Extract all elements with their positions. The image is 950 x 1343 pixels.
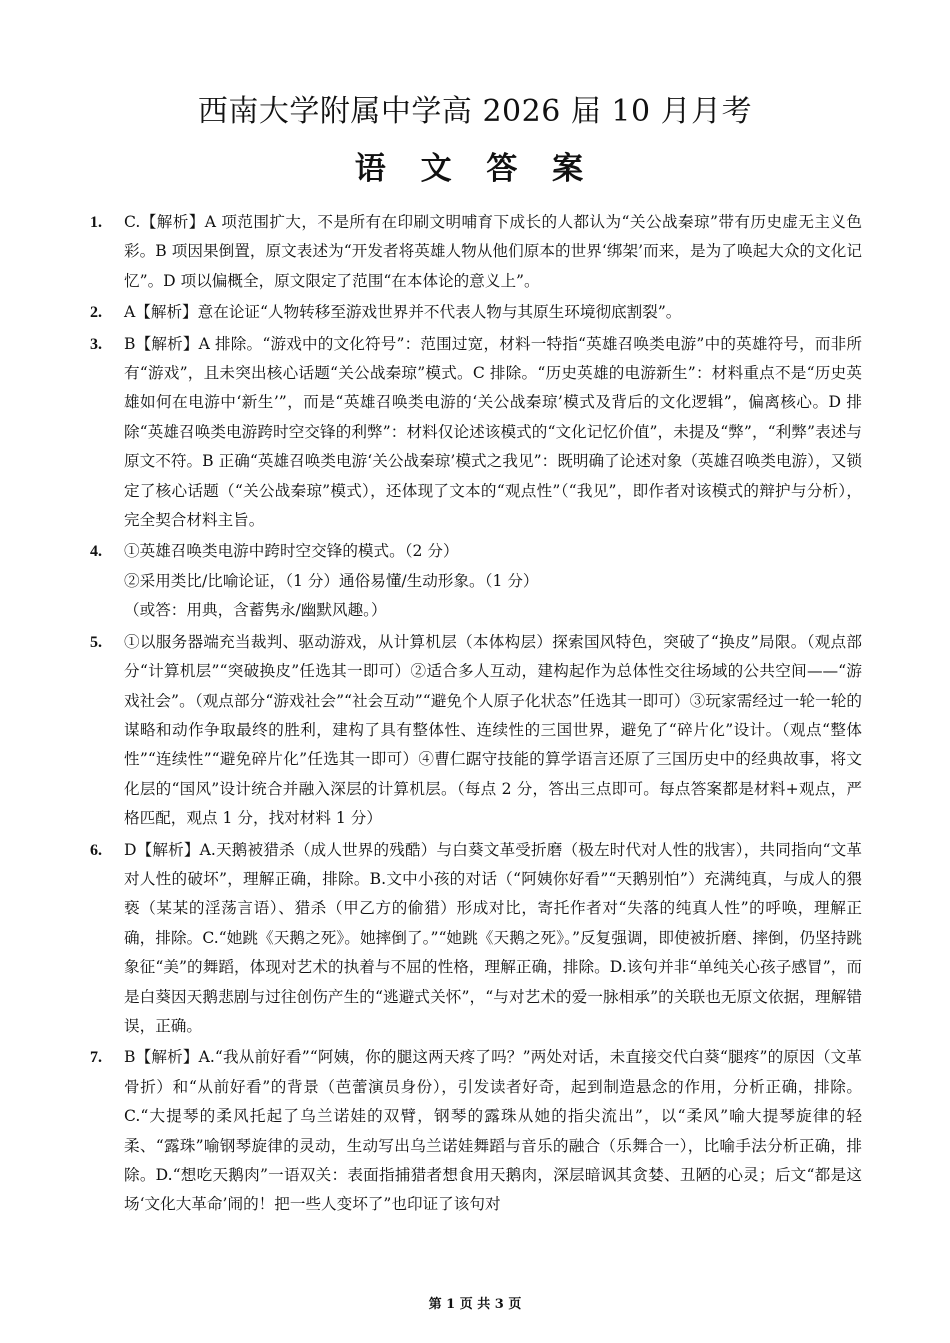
answer-number: 2.: [90, 304, 102, 322]
answer-item: [90, 628, 862, 834]
answer-number: 3.: [90, 335, 102, 353]
answer-text: （或答：用典，含蓄隽永/幽默风趣。）: [124, 601, 387, 620]
answer-text: D【解析】A.天鹅被猎杀（成人世界的残酷）与白葵文革受折磨（极左时代对人性的戕害），共同指向“文革对人性的破坏”，理解正确，排除。B.文中小孩的对话（“阿姨你好看”“天鹅别怕”）充满纯真，与成人的猥亵（某某的淫荡言语）、猎杀（甲乙方的偷猎）形成对比，寄托作者对“失落的纯真人性”的呼唤，理解正确，排除。C.“她跳《天鹅之死》。她摔倒了。”“她跳《天鹅之死》。”反复强调，即使被折磨、摔倒，仍坚持跳象征“美”的舞蹈，体现对艺术的执着与不屈的性格，理解正确，排除。D.该句并非“单纯关心孩子感冒”，而是白葵因天鹅悲剧与过往创伤产生的“逃避式关怀”，“与对艺术的爱一脉相承”的关联也无原文依据，理解错误，正确。: [124, 840, 862, 1035]
page-footer: 第 1 页 共 3 页: [428, 1297, 522, 1312]
answer-item: [90, 208, 862, 296]
answer-number: 6.: [90, 841, 102, 859]
answer-item: [90, 330, 862, 536]
answer-item: [90, 298, 862, 327]
answer-text: C.【解析】A 项范围扩大，不是所有在印刷文明哺育下成长的人都认为“关公战秦琼”带有历史虚无主义色彩。B 项因果倒置，原文表述为“开发者将英雄人物从他们原本的世界‘绑架’而来，是为了唤起大众的文化记忆”。D 项以偏概全，原文限定了范围“在本体论的意义上”。: [124, 213, 862, 290]
answer-number: 5.: [90, 633, 102, 651]
answer-text: ②采用类比/比喻论证，（1 分）通俗易懂/生动形象。（1 分）: [124, 571, 539, 590]
page-title: 西南大学附属中学高 2026 届 10 月月考: [197, 94, 753, 129]
answer-text: ①英雄召唤类电游中跨时空交锋的模式。（2 分）: [124, 542, 459, 561]
answer-item: [90, 1043, 862, 1219]
answer-text: A【解析】意在论证“人物转移至游戏世界并不代表人物与其原生环境彻底割裂”。: [124, 303, 682, 322]
answer-number: 4.: [90, 543, 102, 561]
answer-number: 1.: [90, 214, 102, 231]
answer-text: B【解析】A 排除。“游戏中的文化符号”：范围过宽，材料一特指“英雄召唤类电游”中的英雄符号，而非所有“游戏”，且未突出核心话题“关公战秦琼”模式。C 排除。“历史英雄的电游新生”：材料重点不是“历史英雄如何在电游中‘新生’”，而是“英雄召唤类电游的‘关公战秦琼’模式及背后的文化逻辑”，偏离核心。D 排除“英雄召唤类电游跨时空交锋的利弊”：材料仅论述该模式的“文化记忆价值”，未提及“弊”，“利弊”表述与原文不符。B 正确“英雄召唤类电游‘关公战秦琼’模式之我见”：既明确了论述对象（英雄召唤类电游），又锁定了核心话题（“关公战秦琼”模式），还体现了文本的“观点性”（“我见”，即作者对该模式的辩护与分析），完全契合材料主旨。: [124, 334, 862, 530]
page-subtitle: 语 文 答 案: [354, 151, 596, 187]
answer-text: B【解析】A.“我从前好看”“阿姨，你的腿这两天疼了吗？”两处对话，未直接交代白葵“腿疼”的原因（文革骨折）和“从前好看”的背景（芭蕾演员身份），引发读者好奇，起到制造悬念的作用，分析正确，排除。C.“大提琴的柔风托起了乌兰诺娃的双臂，钢琴的露珠从她的指尖流出”，以“柔风”喻大提琴旋律的轻柔、“露珠”喻钢琴旋律的灵动，生动写出乌兰诺娃舞蹈与音乐的融合（乐舞合一），比喻手法分析正确，排除。D.“想吃天鹅肉”一语双关：表面指捕猎者想食用天鹅肉，深层暗讽其贪婪、丑陋的心灵；后文“都是这场‘文化大革命’闹的！把一些人变坏了”也印证了该句对: [124, 1048, 862, 1214]
answer-list: [90, 208, 862, 1222]
answer-item: [90, 537, 862, 625]
answer-item: [90, 836, 862, 1042]
answer-number: 7.: [90, 1049, 102, 1067]
answer-text: ①以服务器端充当裁判、驱动游戏，从计算机层（本体构层）探索国风特色，突破了“换皮”局限。（观点部分“计算机层”“突破换皮”任选其一即可）②适合多人互动，建构起作为总体性交往场域的公共空间——“游戏社会”。（观点部分“游戏社会”“社会互动”“避免个人原子化状态”任选其一即可）③玩家需经过一轮一轮的谋略和动作争取最终的胜利，建构了具有整体性、连续性的三国世界，避免了“碎片化”设计。（观点“整体性”“连续性”“避免碎片化”任选其一即可）④曹仁踞守技能的算学语言还原了三国历史中的经典故事，将文化层的“国风”设计统合并融入深层的计算机层。（每点 2 分，答出三点即可。每点答案都是材料+观点，严格匹配，观点 1 分，找对材料 1 分）: [124, 632, 862, 828]
